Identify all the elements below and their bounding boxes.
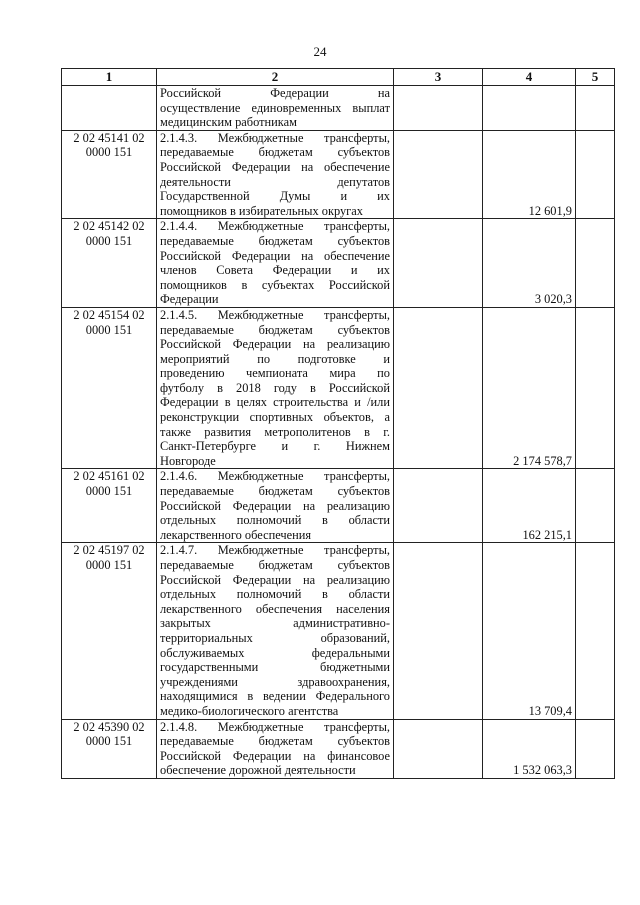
- description-line: мероприятий по подготовке и: [160, 351, 390, 366]
- col3-cell: [394, 543, 483, 719]
- col5-cell: [576, 219, 615, 308]
- item-description: [157, 86, 394, 131]
- description-line: отдельных полномочий в области: [160, 513, 390, 528]
- description-line: передаваемые бюджетам субъектов: [160, 484, 390, 499]
- budget-code: 2 02 45161 02 0000 151: [62, 469, 157, 543]
- description-line: закрытых административно-: [160, 616, 390, 631]
- col3-cell: [394, 719, 483, 778]
- description-line: обслуживаемых федеральными: [160, 645, 390, 660]
- amount-cell: 13 709,4: [483, 543, 576, 719]
- budget-code: 2 02 45390 02 0000 151: [62, 719, 157, 778]
- description-line: передаваемые бюджетам субъектов: [160, 145, 390, 160]
- col3-cell: [394, 86, 483, 131]
- description-line: Российской Федерации на реализацию: [160, 337, 390, 352]
- description-line: лекарственного обеспечения населения: [160, 601, 390, 616]
- col3-cell: [394, 307, 483, 469]
- description-line: 2.1.4.8. Межбюджетные трансферты,: [160, 719, 390, 734]
- item-description: [157, 543, 394, 719]
- amount-cell: 12 601,9: [483, 130, 576, 219]
- amount-cell: 3 020,3: [483, 219, 576, 308]
- description-line: Государственной Думы и их: [160, 189, 390, 204]
- item-description: [157, 307, 394, 469]
- item-description: [157, 719, 394, 778]
- col3-cell: [394, 469, 483, 543]
- col3-cell: [394, 130, 483, 219]
- description-line: деятельности депутатов: [160, 174, 390, 189]
- budget-code: [62, 86, 157, 131]
- header-col-1: 1: [62, 69, 157, 86]
- description-last-line: лекарственного обеспечения: [160, 527, 312, 542]
- description-line: 2.1.4.7. Межбюджетные трансферты,: [160, 543, 390, 558]
- description-line: Российской Федерации на: [160, 86, 390, 100]
- header-col-2: 2: [157, 69, 394, 86]
- description-line: осуществление единовременных выплат: [160, 100, 390, 115]
- table-row: [62, 307, 615, 469]
- budget-code: 2 02 45141 02 0000 151: [62, 130, 157, 219]
- description-last-line: Федерации: [160, 292, 219, 307]
- description-line: помощников в субъектах Российской: [160, 277, 390, 292]
- description-line: государственными бюджетными: [160, 660, 390, 675]
- header-col-5: 5: [576, 69, 615, 86]
- description-line: Федерации в целях строительства и /или: [160, 395, 390, 410]
- description-line: Российской Федерации на обеспечение: [160, 248, 390, 263]
- description-line: передаваемые бюджетам субъектов: [160, 734, 390, 749]
- description-line: передаваемые бюджетам субъектов: [160, 322, 390, 337]
- description-line: футболу в 2018 году в Российской: [160, 380, 390, 395]
- header-row: [62, 69, 615, 86]
- description-line: отдельных полномочий в области: [160, 587, 390, 602]
- item-description: [157, 219, 394, 308]
- table-row: [62, 86, 615, 131]
- table-row: [62, 469, 615, 543]
- amount-cell: 2 174 578,7: [483, 307, 576, 469]
- item-description: [157, 469, 394, 543]
- item-description: [157, 130, 394, 219]
- description-line: Санкт-Петербурге и г. Нижнем: [160, 439, 390, 454]
- description-line: также развития метрополитенов в г.: [160, 424, 390, 439]
- header-col-4: 4: [483, 69, 576, 86]
- page-number: 24: [313, 44, 327, 59]
- col3-cell: [394, 219, 483, 308]
- description-line: Российской Федерации на реализацию: [160, 498, 390, 513]
- budget-code: 2 02 45197 02 0000 151: [62, 543, 157, 719]
- description-line: учреждениями здравоохранения,: [160, 674, 390, 689]
- description-last-line: медико-биологического агентства: [160, 703, 339, 718]
- description-line: находящимися в ведении Федерального: [160, 689, 390, 704]
- table-row: [62, 130, 615, 219]
- header-col-3: 3: [394, 69, 483, 86]
- description-line: членов Совета Федерации и их: [160, 263, 390, 278]
- description-line: передаваемые бюджетам субъектов: [160, 233, 390, 248]
- description-line: территориальных образований,: [160, 630, 390, 645]
- description-line: передаваемые бюджетам субъектов: [160, 558, 390, 572]
- col5-cell: [576, 130, 615, 219]
- description-line: Российской Федерации на реализацию: [160, 572, 390, 587]
- amount-cell: 1 532 063,3: [483, 719, 576, 778]
- col5-cell: [576, 307, 615, 469]
- col5-cell: [576, 543, 615, 719]
- description-line: проведению чемпионата мира по: [160, 366, 390, 381]
- description-line: Российской Федерации на обеспечение: [160, 159, 390, 174]
- amount-cell: [483, 86, 576, 131]
- description-line: реконструкции спортивных объектов, а: [160, 410, 390, 425]
- description-line: 2.1.4.6. Межбюджетные трансферты,: [160, 469, 390, 484]
- col5-cell: [576, 469, 615, 543]
- description-last-line: медицинским работникам: [160, 115, 297, 130]
- description-line: 2.1.4.4. Межбюджетные трансферты,: [160, 219, 390, 234]
- description-last-line: помощников в избирательных округах: [160, 203, 363, 218]
- budget-table: [61, 68, 615, 779]
- col5-cell: [576, 719, 615, 778]
- description-line: Российской Федерации на финансовое: [160, 748, 390, 763]
- budget-code: 2 02 45142 02 0000 151: [62, 219, 157, 308]
- col5-cell: [576, 86, 615, 131]
- description-last-line: обеспечение дорожной деятельности: [160, 763, 356, 778]
- budget-code: 2 02 45154 02 0000 151: [62, 307, 157, 469]
- table-row: [62, 219, 615, 308]
- table-row: [62, 719, 615, 778]
- amount-cell: 162 215,1: [483, 469, 576, 543]
- description-line: 2.1.4.3. Межбюджетные трансферты,: [160, 130, 390, 145]
- description-last-line: Новгороде: [160, 453, 216, 468]
- table-row: [62, 543, 615, 719]
- description-line: 2.1.4.5. Межбюджетные трансферты,: [160, 307, 390, 322]
